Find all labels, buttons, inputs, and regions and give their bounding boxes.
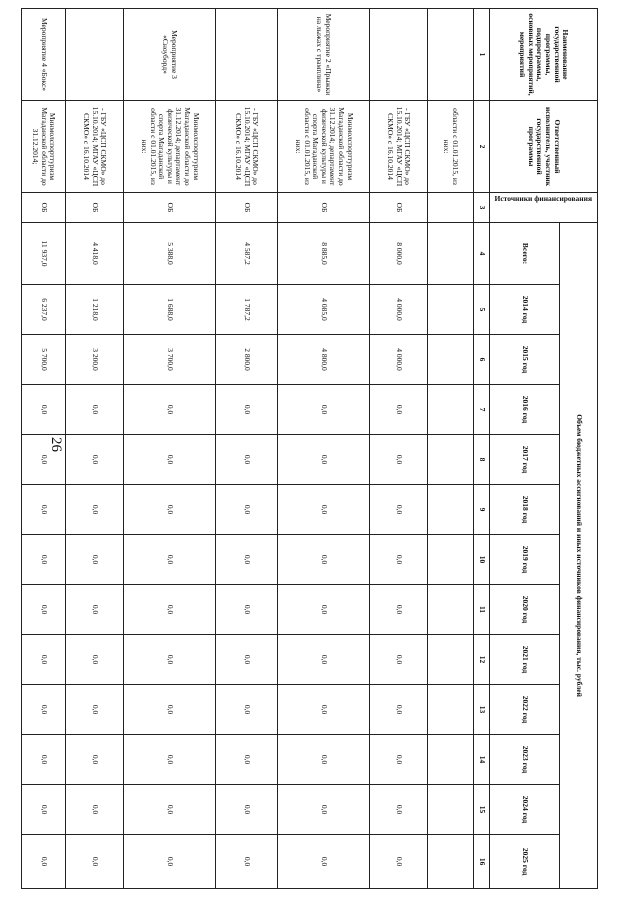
- cell-year-value: 0,0: [66, 785, 124, 835]
- cell-year-value: 0,0: [370, 635, 428, 685]
- header-year: 2018 год: [490, 485, 560, 535]
- table-row: [124, 9, 216, 889]
- cell-source: ОБ: [22, 193, 66, 223]
- cell-year-value: 0,0: [22, 385, 66, 435]
- cell-year-value: 0,0: [124, 385, 216, 435]
- cell-year-value: [428, 485, 474, 535]
- cell-year-value: 2 800,0: [216, 335, 278, 385]
- cell-year-value: 0,0: [124, 785, 216, 835]
- cell-year-value: 0,0: [124, 635, 216, 685]
- cell-year-value: 0,0: [66, 385, 124, 435]
- cell-year-value: 0,0: [278, 585, 370, 635]
- cell-year-value: 0,0: [66, 735, 124, 785]
- cell-year-value: 0,0: [278, 385, 370, 435]
- column-number: 6: [474, 335, 490, 385]
- cell-year-value: 1 218,0: [66, 285, 124, 335]
- cell-year-value: 0,0: [66, 685, 124, 735]
- cell-year-value: [428, 735, 474, 785]
- cell-executor: области с 01.01.2015, из них:: [428, 101, 474, 193]
- header-year: 2014 год: [490, 285, 560, 335]
- cell-year-value: 0,0: [216, 635, 278, 685]
- cell-year-value: [428, 285, 474, 335]
- cell-year-value: 0,0: [370, 385, 428, 435]
- cell-executor: Минмолспорттуризм Магаданской области до 31.12.2014;: [22, 101, 66, 193]
- header-executor: Ответственный исполнитель, участник государственной программы: [490, 101, 598, 193]
- cell-total: 8 885,0: [278, 223, 370, 285]
- cell-year-value: 0,0: [216, 485, 278, 535]
- cell-year-value: 4 085,0: [278, 285, 370, 335]
- cell-year-value: 3 700,0: [124, 335, 216, 385]
- header-source-label: Источники финансирования: [494, 194, 593, 203]
- table-row: [216, 9, 278, 889]
- table-row: [22, 9, 66, 889]
- cell-executor: - ГБУ «ЦСП СКМО» до 15.10.2014; МГАУ «ЦСП СКМО» с 16.10.2014: [216, 101, 278, 193]
- cell-total: 4 418,0: [66, 223, 124, 285]
- cell-year-value: 0,0: [216, 735, 278, 785]
- cell-year-value: 0,0: [278, 685, 370, 735]
- cell-year-value: 0,0: [124, 485, 216, 535]
- cell-total: [428, 223, 474, 285]
- cell-year-value: 5 700,0: [22, 335, 66, 385]
- cell-year-value: 0,0: [278, 635, 370, 685]
- column-number: 2: [474, 101, 490, 193]
- cell-year-value: 0,0: [124, 435, 216, 485]
- cell-program-name: Мероприятие 3 «Сноуборд»: [124, 9, 216, 101]
- cell-year-value: 0,0: [66, 585, 124, 635]
- column-number: 13: [474, 685, 490, 735]
- cell-year-value: 0,0: [216, 535, 278, 585]
- cell-year-value: [428, 335, 474, 385]
- header-year: 2019 год: [490, 535, 560, 585]
- cell-year-value: [428, 785, 474, 835]
- cell-source: [428, 193, 474, 223]
- cell-year-value: [428, 585, 474, 635]
- cell-year-value: 0,0: [370, 685, 428, 735]
- cell-year-value: 3 200,0: [66, 335, 124, 385]
- cell-year-value: 4 000,0: [370, 285, 428, 335]
- cell-executor: - ГБУ «ЦСП СКМО» до 15.10.2014; МГАУ «ЦСП СКМО» с 16.10.2014: [66, 101, 124, 193]
- header-program-name: Наименование государственной программы, подпрограммы, основных мероприятий, мероприятий: [490, 9, 598, 101]
- header-year: 2016 год: [490, 385, 560, 435]
- cell-year-value: [428, 535, 474, 585]
- cell-year-value: 0,0: [278, 835, 370, 889]
- cell-year-value: 0,0: [22, 685, 66, 735]
- cell-year-value: 0,0: [278, 485, 370, 535]
- cell-source: ОБ: [124, 193, 216, 223]
- cell-year-value: 0,0: [66, 535, 124, 585]
- column-number: 14: [474, 735, 490, 785]
- cell-program-name: [370, 9, 428, 101]
- cell-year-value: 0,0: [66, 835, 124, 889]
- cell-year-value: 0,0: [22, 485, 66, 535]
- cell-total: 11 937,0: [22, 223, 66, 285]
- cell-year-value: [428, 685, 474, 735]
- table-row: [66, 9, 124, 889]
- cell-year-value: 1 688,0: [124, 285, 216, 335]
- column-number: 16: [474, 835, 490, 889]
- cell-year-value: 0,0: [124, 535, 216, 585]
- header-year: 2015 год: [490, 335, 560, 385]
- cell-year-value: 0,0: [370, 435, 428, 485]
- cell-year-value: 0,0: [216, 785, 278, 835]
- cell-source: ОБ: [66, 193, 124, 223]
- cell-program-name: [428, 9, 474, 101]
- cell-executor: Минмолспорттуризм Магаданской области до 31.12.2014; департамент физической культуры и спорта Магаданской области с 01.01.2015, из них:: [124, 101, 216, 193]
- header-year: 2024 год: [490, 785, 560, 835]
- cell-year-value: 0,0: [216, 835, 278, 889]
- cell-year-value: 4 800,0: [278, 335, 370, 385]
- cell-year-value: [428, 835, 474, 889]
- cell-year-value: 0,0: [124, 735, 216, 785]
- cell-year-value: 0,0: [22, 735, 66, 785]
- column-number: 3: [474, 193, 490, 223]
- cell-program-name: Мероприятие 2 «Прыжки на лыжах с трамплина»: [278, 9, 370, 101]
- cell-source: ОБ: [216, 193, 278, 223]
- cell-year-value: 0,0: [370, 735, 428, 785]
- cell-year-value: 0,0: [370, 835, 428, 889]
- cell-total: 5 388,0: [124, 223, 216, 285]
- cell-year-value: 0,0: [22, 585, 66, 635]
- column-number: 9: [474, 485, 490, 535]
- cell-year-value: 0,0: [22, 635, 66, 685]
- cell-source: ОБ: [370, 193, 428, 223]
- table-row: [370, 9, 428, 889]
- header-year: 2021 год: [490, 635, 560, 685]
- funding-table: [21, 8, 598, 889]
- table-row: [428, 9, 474, 889]
- cell-year-value: 0,0: [370, 485, 428, 535]
- cell-program-name: [66, 9, 124, 101]
- cell-year-value: 0,0: [370, 785, 428, 835]
- cell-year-value: 0,0: [22, 835, 66, 889]
- cell-year-value: 0,0: [370, 535, 428, 585]
- cell-source: ОБ: [278, 193, 370, 223]
- cell-year-value: 0,0: [278, 535, 370, 585]
- cell-year-value: 0,0: [216, 585, 278, 635]
- column-number: 1: [474, 9, 490, 101]
- cell-year-value: 0,0: [216, 685, 278, 735]
- cell-program-name: [216, 9, 278, 101]
- header-total: Всего:: [490, 223, 560, 285]
- column-number: 15: [474, 785, 490, 835]
- cell-program-name: Мероприятие 4 «Бокс»: [22, 9, 66, 101]
- cell-year-value: 4 000,0: [370, 335, 428, 385]
- header-source: [490, 193, 598, 223]
- cell-year-value: 6 237,0: [22, 285, 66, 335]
- header-year: 2023 год: [490, 735, 560, 785]
- cell-year-value: 1 787,2: [216, 285, 278, 335]
- column-number: 10: [474, 535, 490, 585]
- cell-executor: Минмолспорттуризм Магаданской области до 31.12.2014; департамент физической культуры и спорта Магаданской области с 01.01.2015, из них:: [278, 101, 370, 193]
- cell-total: 8 000,0: [370, 223, 428, 285]
- header-year: 2017 год: [490, 435, 560, 485]
- column-number: 11: [474, 585, 490, 635]
- cell-year-value: 0,0: [278, 435, 370, 485]
- column-number: 7: [474, 385, 490, 435]
- cell-year-value: 0,0: [66, 485, 124, 535]
- cell-year-value: 0,0: [66, 635, 124, 685]
- column-number: 8: [474, 435, 490, 485]
- table-body: [22, 9, 474, 889]
- cell-year-value: 0,0: [216, 435, 278, 485]
- cell-year-value: [428, 635, 474, 685]
- column-number: 4: [474, 223, 490, 285]
- header-year: 2020 год: [490, 585, 560, 635]
- header-funding-title: Объем бюджетных ассигнований и иных источников финансирования, тыс. рублей: [560, 223, 598, 889]
- cell-year-value: 0,0: [278, 785, 370, 835]
- cell-executor: - ГБУ «ЦСП СКМО» до 15.10.2014; МГАУ «ЦСП СКМО» с 16.10.2014: [370, 101, 428, 193]
- header-year: 2025 год: [490, 835, 560, 889]
- cell-year-value: 0,0: [124, 685, 216, 735]
- header-year: 2022 год: [490, 685, 560, 735]
- page-number: 26: [48, 437, 64, 452]
- cell-year-value: 0,0: [216, 385, 278, 435]
- cell-total: 4 587,2: [216, 223, 278, 285]
- cell-year-value: 0,0: [22, 435, 66, 485]
- cell-year-value: [428, 385, 474, 435]
- cell-year-value: 0,0: [22, 785, 66, 835]
- cell-year-value: [428, 435, 474, 485]
- cell-year-value: 0,0: [22, 535, 66, 585]
- column-number: 12: [474, 635, 490, 685]
- cell-year-value: 0,0: [278, 735, 370, 785]
- table-row: [278, 9, 370, 889]
- column-number: 5: [474, 285, 490, 335]
- cell-year-value: 0,0: [370, 585, 428, 635]
- cell-year-value: 0,0: [124, 835, 216, 889]
- cell-year-value: 0,0: [124, 585, 216, 635]
- cell-year-value: 0,0: [66, 435, 124, 485]
